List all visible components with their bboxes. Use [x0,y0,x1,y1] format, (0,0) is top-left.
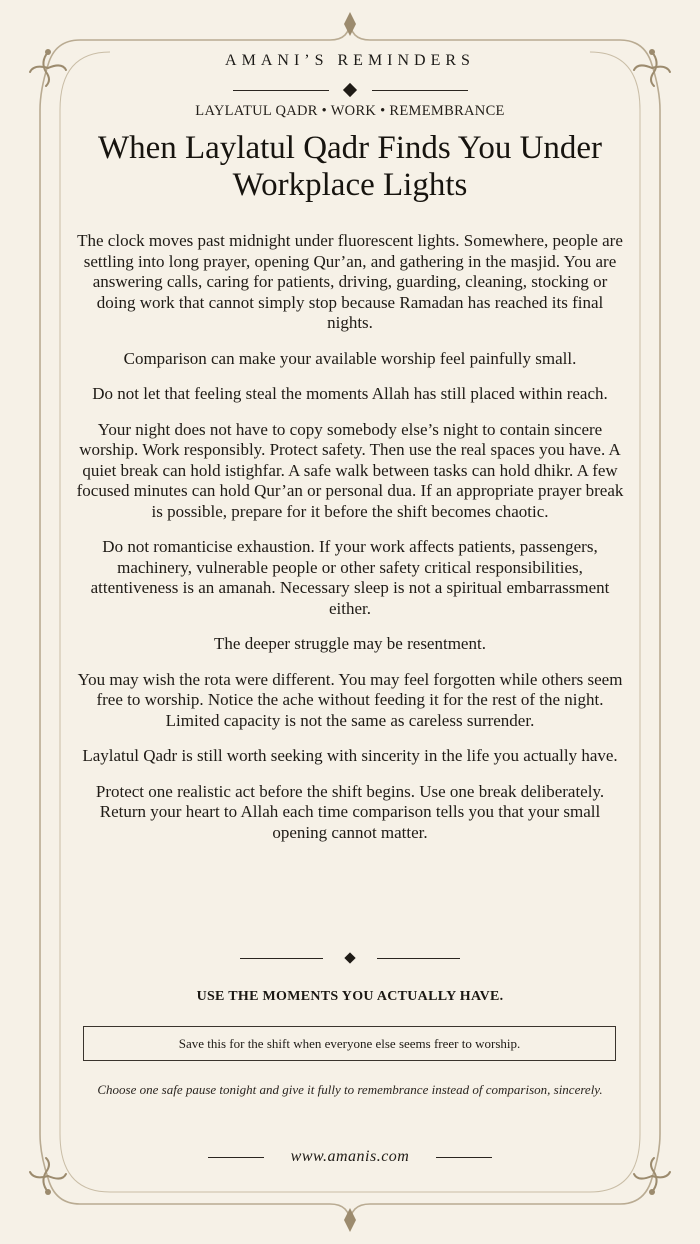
paragraph: Your night does not have to copy somebody else’s night to contain sincere worship. Work responsibly. Protect safety. Then use the real spaces you have. A quiet break can hold istighfar. A safe walk between tasks can hold dhikr. A few focused minutes can hold Qur’an or personal dua. If an appropriate prayer break is possible, prepare for it before the shift becomes chaotic. [76,419,624,521]
paragraph: Protect one realistic act before the shift begins. Use one break deliberately. Return your heart to Allah each time comparison tells you that your small opening cannot matter. [95,781,605,842]
section-diamond-icon [344,952,355,963]
website-link[interactable]: www.amanis.com [290,1148,410,1165]
callout-heading: USE THE MOMENTS YOU ACTUALLY HAVE. [196,989,504,1004]
paragraph: The clock moves past midnight under fluorescent lights. Somewhere, people are settling into long prayer, opening Qur’an, and gathering in the masjid. You are answering calls, caring for patients, driving, guarding, cleaning, stocking or doing work that cannot simply stop because Ramadan has reached its final nights. [77,231,623,332]
page-title: When Laylatul Qadr Finds You Under Workplace Lights [97,130,603,203]
save-note-box [83,1026,616,1061]
paragraph: Laylatul Qadr is still worth seeking with sincerity in the life you actually have. [82,746,618,765]
brand-diamond-icon [343,83,357,97]
brand-divider-left [233,90,329,91]
section-divider-right [377,958,460,959]
paragraph: You may wish the rota were different. You may feel forgotten while others seem free to worship. Notice the ache without feeding it for the rest of the night. Limited capacity is not the same as careless surrender. [77,669,623,730]
paragraph: Comparison can make your available worship feel painfully small. [123,348,577,368]
brand-name: AMANI’S REMINDERS [225,52,475,69]
section-divider-left [240,958,323,959]
footer-divider-right [436,1157,492,1158]
paragraph: Do not let that feeling steal the moments Allah has still placed within reach. [92,384,608,403]
paragraph: Do not romanticise exhaustion. If your work affects patients, passengers, machinery, vulnerable people or other safety critical responsibilities, attentiveness is an amanah. Necessary sleep is not a spiritual embarrassment either. [90,537,610,618]
paragraph: The deeper struggle may be resentment. [214,634,486,653]
topic-subtitle: LAYLATUL QADR • WORK • REMEMBRANCE [195,103,505,119]
save-note-text: Save this for the shift when everyone else seems freer to worship. [178,1035,521,1051]
article-body [72,231,628,858]
brand-divider-right [372,90,468,91]
closing-note: Choose one safe pause tonight and give it fully to remembrance instead of comparison, sincerely. [97,1082,603,1097]
